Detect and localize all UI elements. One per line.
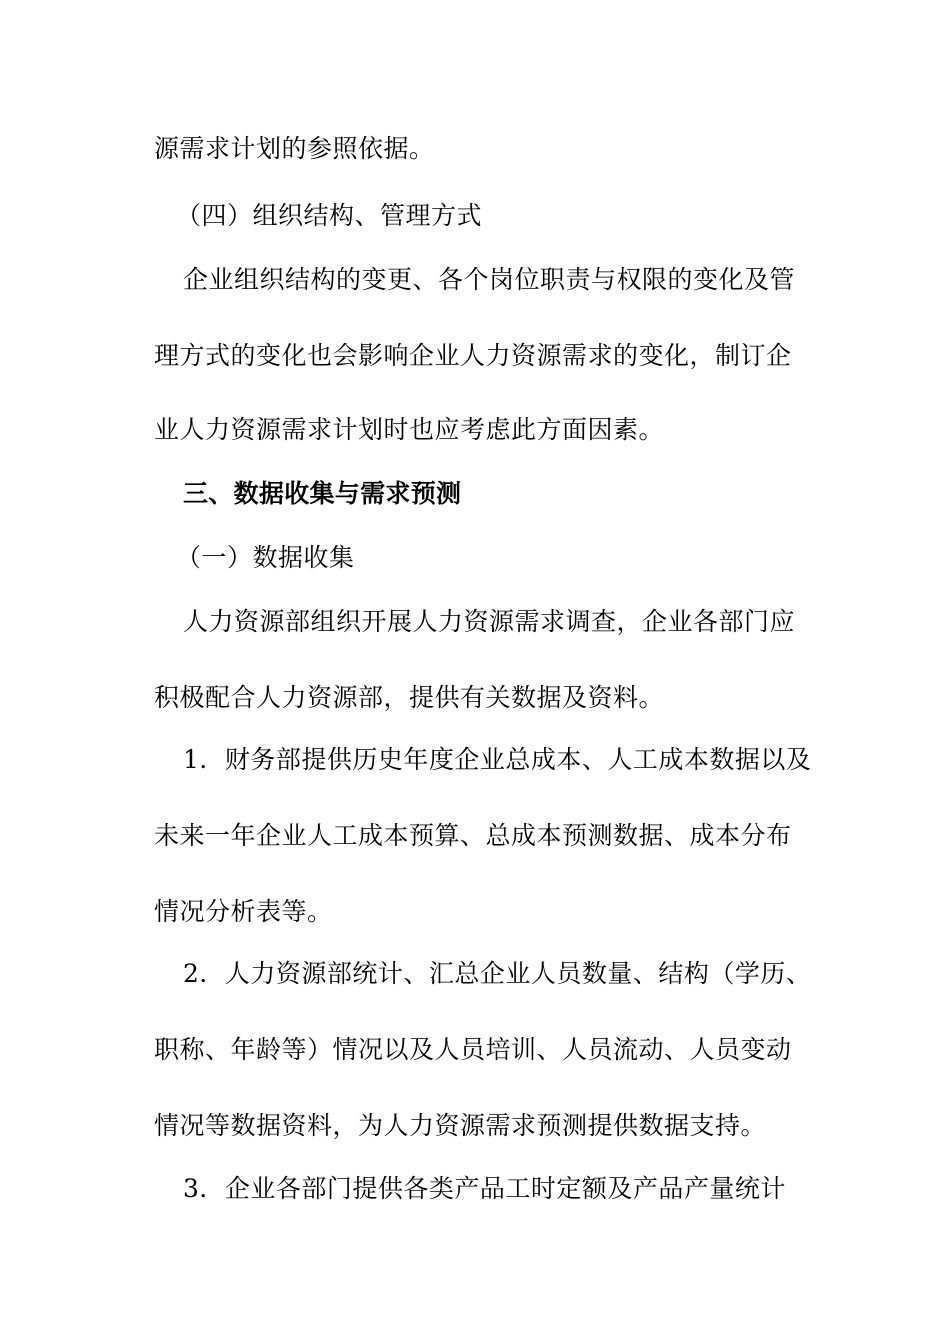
- subsection-heading: （一）数据收集: [176, 543, 355, 572]
- paragraph-line: 情况分析表等。: [154, 897, 333, 926]
- paragraph-line: 人力资源部组织开展人力资源需求调查，企业各部门应: [183, 607, 796, 636]
- paragraph-line: 企业组织结构的变更、各个岗位职责与权限的变化及管: [183, 265, 796, 294]
- paragraph-line: 职称、年龄等）情况以及人员培训、人员流动、人员变动: [154, 1035, 792, 1064]
- paragraph-line: 积极配合人力资源部，提供有关数据及资料。: [154, 683, 665, 712]
- paragraph-line: 业人力资源需求计划时也应考虑此方面因素。: [154, 415, 665, 444]
- subsection-heading: （四）组织结构、管理方式: [176, 201, 483, 230]
- section-heading: 三、数据收集与需求预测: [183, 479, 462, 508]
- paragraph-line: 源需求计划的参照依据。: [154, 134, 435, 163]
- paragraph-line: 理方式的变化也会影响企业人力资源需求的变化，制订企: [154, 341, 792, 370]
- list-item-line: 1．财务部提供历史年度企业总成本、人工成本数据以及: [183, 745, 812, 774]
- paragraph-line: 未来一年企业人工成本预算、总成本预测数据、成本分布: [154, 821, 792, 850]
- list-item-line: 2．人力资源部统计、汇总企业人员数量、结构（学历、: [183, 959, 812, 988]
- paragraph-line: 情况等数据资料，为人力资源需求预测提供数据支持。: [154, 1111, 767, 1140]
- list-item-line: 3．企业各部门提供各类产品工时定额及产品产量统计: [183, 1174, 786, 1203]
